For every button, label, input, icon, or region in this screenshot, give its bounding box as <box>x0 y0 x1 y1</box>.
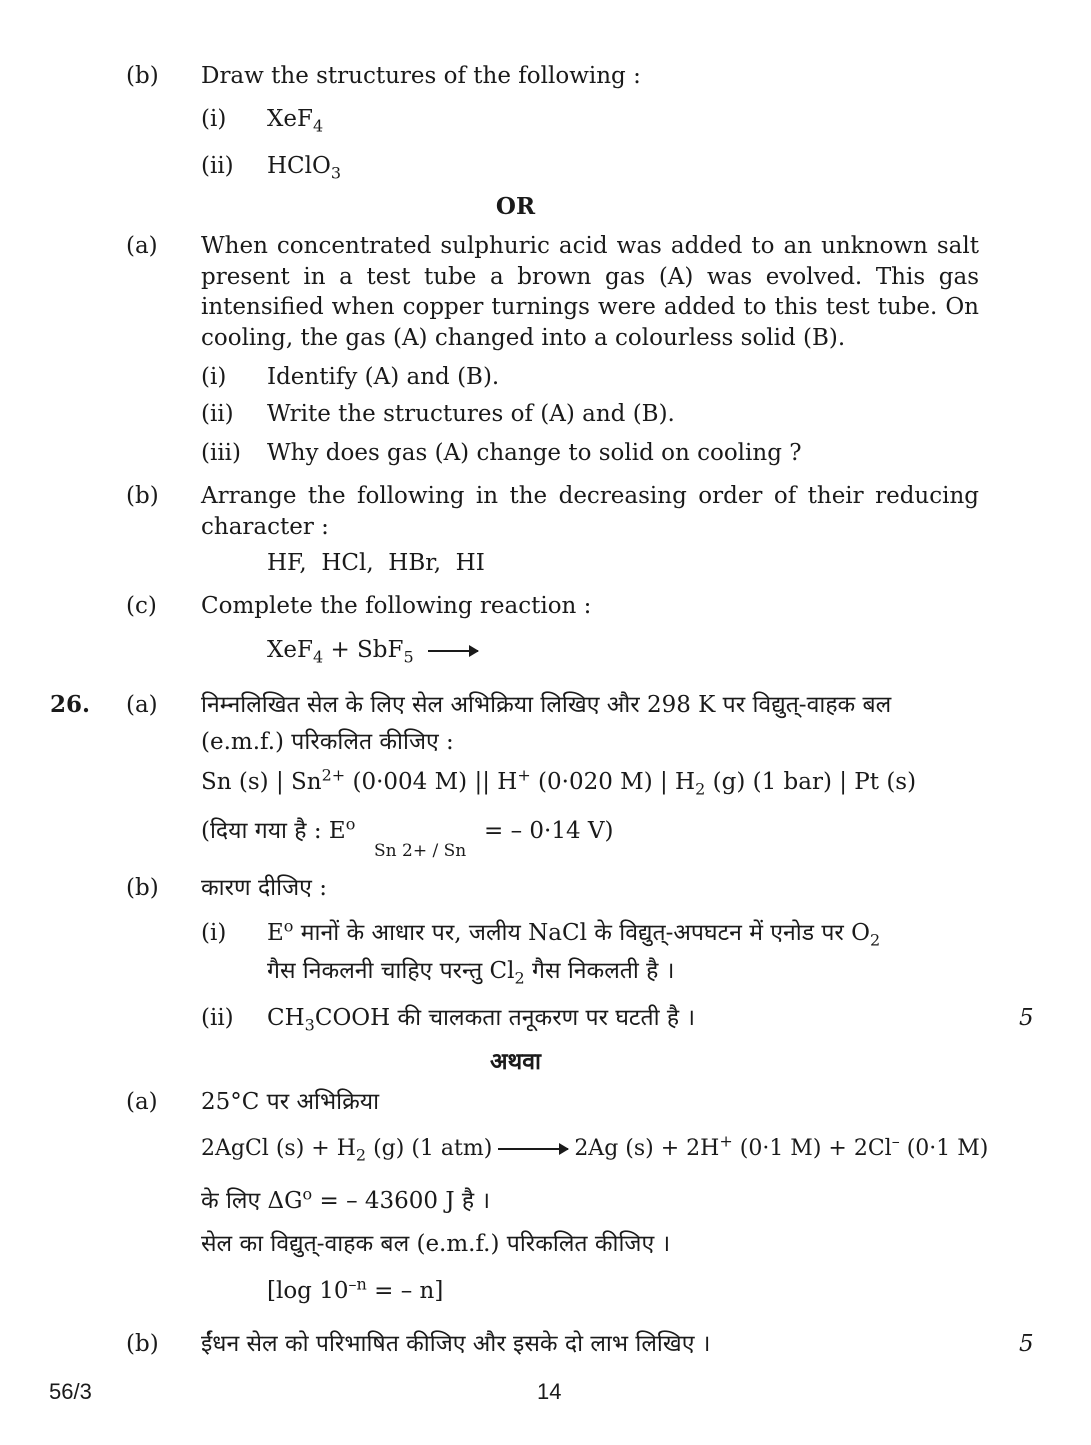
q25or-a-ii-text: Write the structures of (A) and (B). <box>267 401 675 427</box>
q26or-a-label: (a) <box>126 1089 158 1115</box>
q26b-text: कारण दीजिए : <box>201 875 327 901</box>
q25or-c-reaction: XeF$_4$ + SbF$_5$ <box>267 635 484 665</box>
q26a-given: (दिया गया है : $E^o$ <box>201 814 356 844</box>
q25or-a-iii-num: (iii) <box>201 440 242 466</box>
reaction-arrow-icon <box>428 650 478 652</box>
q25or-b-text: Arrange the following in the decreasing order of their reducing character : <box>201 483 979 540</box>
q25or-a-ii-num: (ii) <box>201 401 234 427</box>
q26or-b-text: ईंधन सेल को परिभाषित कीजिए और इसके दो लाभ लिखिए । <box>201 1331 711 1357</box>
q26b-ii-text: $CH_3COOH$ की चालकता तनूकरण पर घटती है । <box>267 1005 696 1035</box>
q26a-given-subscript: Sn 2+ / Sn <box>374 841 467 861</box>
q25or-b-label: (b) <box>126 483 159 509</box>
q25or-c-text: Complete the following reaction : <box>201 593 592 619</box>
q26b-i-num: (i) <box>201 920 227 946</box>
or-heading: OR <box>495 193 536 220</box>
q26a-given-value: = – 0·14 V) <box>484 818 614 844</box>
q26or-a-line4: सेल का विद्युत्-वाहक बल (e.m.f.) परिकलित कीजिए । <box>201 1231 671 1257</box>
q25or-a-i-num: (i) <box>201 364 227 390</box>
q26b-label: (b) <box>126 875 159 901</box>
marks-q26: 5 <box>1019 1005 1034 1031</box>
q25b-item-1-num: (i) <box>201 106 227 132</box>
reaction-arrow-icon <box>498 1148 568 1150</box>
q25or-a-i-text: Identify (A) and (B). <box>267 364 500 390</box>
q25b-text: Draw the structures of the following : <box>201 63 641 89</box>
paper-code: 56/3 <box>49 1379 92 1404</box>
q26a-line1: निम्नलिखित सेल के लिए सेल अभिक्रिया लिखिए और 298 K पर विद्युत्-वाहक बल <box>201 692 892 718</box>
q25or-b-list: HF, HCl, HBr, HI <box>267 550 485 576</box>
q26b-i-line2: गैस निकलनी चाहिए परन्तु $Cl_2$ गैस निकलती है । <box>267 958 675 988</box>
q25or-a-label: (a) <box>126 233 158 259</box>
q26or-a-dg: के लिए $\Delta G^o$ = – 43600 J है । <box>201 1184 491 1214</box>
q25or-a-text: When concentrated sulphuric acid was added to an unknown salt present in a test tube a brown gas (A) was evolved. This gas intensified when copper turnings were added to this test tube. On cooling, the gas (A) changed into a colourless solid (B). <box>201 233 979 351</box>
q26or-a-hint: [log $10^{-n}$ = – n] <box>267 1274 444 1304</box>
q25b-item-2: HClO$_3$ <box>267 153 342 183</box>
q25or-c-label: (c) <box>126 593 157 619</box>
page-number: 14 <box>537 1379 562 1404</box>
q25b-label: (b) <box>126 63 159 89</box>
q25b-item-1: XeF$_4$ <box>267 106 324 136</box>
q26or-b-label: (b) <box>126 1331 159 1357</box>
q26-number: 26. <box>50 691 91 718</box>
q26a-line2: (e.m.f.) परिकलित कीजिए : <box>201 729 454 755</box>
q26b-i-line1: $E^o$ मानों के आधार पर, जलीय NaCl के विद्युत्-अपघटन में एनोड पर $O_2$ <box>267 916 881 950</box>
or-heading-hindi: अथवा <box>489 1048 541 1075</box>
q25b-item-2-num: (ii) <box>201 153 234 179</box>
q26b-ii-num: (ii) <box>201 1005 234 1031</box>
q26or-a-reaction: 2AgCl $(s) + H_2$ (g) (1 atm) 2Ag (s) + 2H+ (0·1 M) + 2Cl– (0·1 M) <box>201 1131 989 1165</box>
q26a-label: (a) <box>126 692 158 718</box>
q26or-a-line1: 25°C पर अभिक्रिया <box>201 1089 380 1115</box>
q25or-a-iii-text: Why does gas (A) change to solid on cooling ? <box>267 440 802 466</box>
q26a-cell: Sn (s) | $Sn^{2+}$ (0·004 M) || H+ (0·020 M) | $H_2$ (g) (1 bar) | Pt (s) <box>201 765 917 799</box>
marks-q26-or: 5 <box>1019 1331 1034 1357</box>
